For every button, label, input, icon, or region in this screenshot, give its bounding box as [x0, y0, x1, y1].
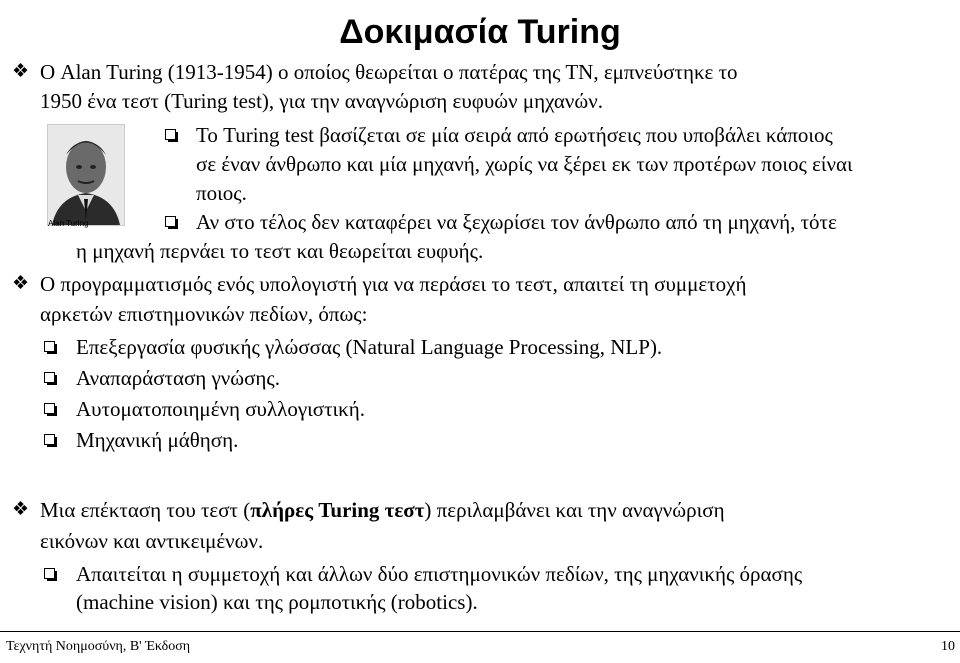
- checkbox-bullet-icon: [165, 216, 176, 227]
- bold-term: πλήρες Turing τεστ: [250, 498, 425, 522]
- bullet-text: Ο Alan Turing (1913-1954) ο οποίος θεωρείται ο πατέρας της ΤΝ, εμπνεύστηκε το: [40, 60, 738, 84]
- bullet-text: [40, 496, 725, 524]
- sub-bullet-text: σε έναν άνθρωπο και μία μηχανή, χωρίς να ξέρει εκ των προτέρων ποιος είναι: [196, 152, 853, 176]
- footer-book-title: Τεχνητή Νοημοσύνη, Β' Έκδοση: [6, 639, 191, 654]
- bullet-text-part: Μια επέκταση του τεστ (: [40, 498, 251, 522]
- checkbox-bullet-icon: [44, 372, 55, 383]
- bullet-text: αρκετών επιστημονικών πεδίων, όπως:: [40, 302, 368, 326]
- bullet-text: Ο προγραμματισμός ενός υπολογιστή για να περάσει το τεστ, απαιτεί τη συμμετοχή: [40, 272, 747, 296]
- bullet-text: εικόνων και αντικειμένων.: [40, 529, 264, 553]
- field-item: Αναπαράσταση γνώσης.: [76, 366, 280, 390]
- portrait-caption: Alan Turing: [48, 219, 89, 228]
- checkbox-bullet-icon: [165, 129, 176, 140]
- checkbox-bullet-icon: [44, 434, 55, 445]
- footer-divider: [0, 631, 960, 632]
- sub-bullet-text: Αν στο τέλος δεν καταφέρει να ξεχωρίσει τον άνθρωπο από τη μηχανή, τότε: [196, 210, 837, 234]
- sub-bullet-text: (machine vision) και της ρομποτικής (robotics).: [76, 590, 478, 614]
- sub-bullet-text: η μηχανή περνάει το τεστ και θεωρείται ευφυής.: [76, 239, 484, 263]
- alan-turing-portrait: [47, 124, 125, 226]
- field-item: Αυτοματοποιημένη συλλογιστική.: [76, 397, 365, 421]
- bullet-text-part: ) περιλαμβάνει και την αναγνώριση: [424, 498, 725, 522]
- bullet-text: 1950 ένα τεστ (Turing test), για την αναγνώριση ευφυών μηχανών.: [40, 89, 603, 113]
- checkbox-bullet-icon: [44, 403, 55, 414]
- checkbox-bullet-icon: [44, 568, 55, 579]
- page-number: 10: [941, 639, 955, 654]
- diamond-bullet-icon: ❖: [12, 61, 30, 82]
- checkbox-bullet-icon: [44, 341, 55, 352]
- portrait-icon: [48, 125, 124, 225]
- sub-bullet-text: Το Turing test βασίζεται σε μία σειρά από ερωτήσεις που υποβάλει κάποιος: [196, 123, 833, 147]
- field-item: Μηχανική μάθηση.: [76, 428, 239, 452]
- slide-title: Δοκιμασία Turing: [339, 13, 621, 51]
- diamond-bullet-icon: ❖: [12, 273, 30, 294]
- sub-bullet-text: ποιος.: [196, 181, 247, 205]
- sub-bullet-text: Απαιτείται η συμμετοχή και άλλων δύο επιστημονικών πεδίων, της μηχανικής όρασης: [76, 562, 803, 586]
- field-item: Επεξεργασία φυσικής γλώσσας (Natural Language Processing, NLP).: [76, 335, 663, 359]
- diamond-bullet-icon: ❖: [12, 499, 30, 520]
